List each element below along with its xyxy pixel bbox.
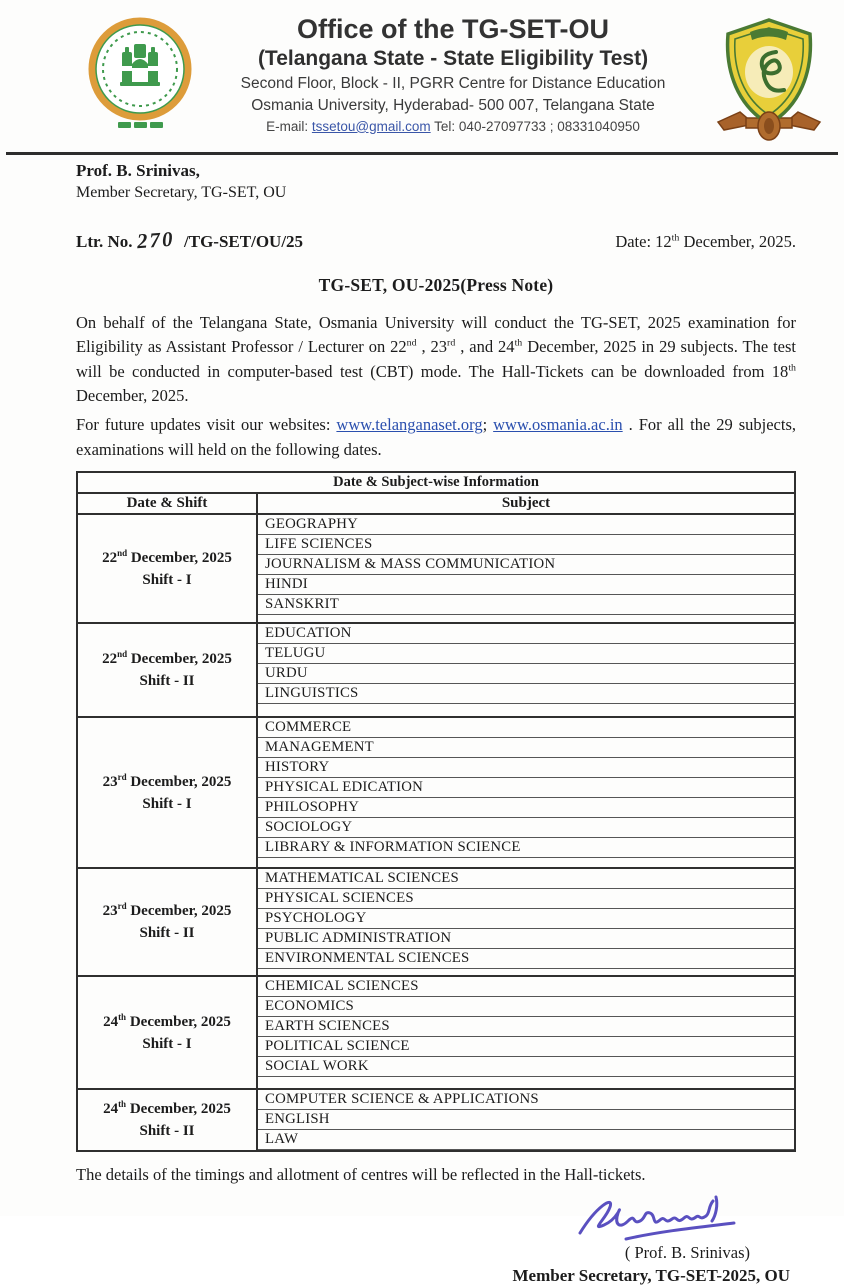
website-link[interactable]: www.telanganaset.org [336,415,483,435]
date-shift-cell [78,1090,258,1150]
subject-cell: MANAGEMENT [258,738,794,758]
subject-cell: PHYSICAL SCIENCES [258,889,794,909]
column-header-subject: Subject [501,495,551,512]
subject-column [258,869,794,975]
subject-cell: MATHEMATICAL SCIENCES [258,869,794,889]
table-group [78,718,794,869]
exam-schedule-table [76,471,796,1152]
subject-cell: TELUGU [258,644,794,664]
body-paragraph-2: For future updates visit our websites: www.telanganaset.org; www.osmania.ac.in . For all the 29 subjects, examinations will held on the following dates. [76,415,796,459]
group-shift: Shift - II [139,673,195,690]
subject-cell: PUBLIC ADMINISTRATION [258,929,794,949]
subject-column [258,1090,794,1150]
subject-cell: URDU [258,664,794,684]
subject-column-filler [258,1077,794,1088]
signature-block [76,1187,796,1286]
subject-column [258,624,794,716]
reference-label: Ltr. No. [76,231,133,251]
column-header-date-shift: Date & Shift [78,494,258,513]
phone-numbers: Tel: 040-27097733 ; 08331040950 [430,118,640,134]
date-shift-cell [78,515,258,622]
subject-cell: LAW [258,1130,794,1150]
subject-column [258,718,794,867]
officer-name: Prof. B. Srinivas, [76,161,200,180]
subject-cell: POLITICAL SCIENCE [258,1037,794,1057]
subject-cell: LINGUISTICS [258,684,794,704]
letterhead [0,0,844,149]
table-group [78,624,794,718]
subject-column-filler [258,615,794,622]
subject-cell: CHEMICAL SCIENCES [258,977,794,997]
group-date: 24th December, 2025 [103,1099,231,1118]
address-line-1: Second Floor, Block - II, PGRR Centre for Distance Education [240,75,666,93]
subject-cell: PHILOSOPHY [258,798,794,818]
letterhead-text [202,14,704,134]
subject-column [258,515,794,622]
group-date: 23rd December, 2025 [102,771,232,790]
subject-cell: ENVIRONMENTAL SCIENCES [258,949,794,969]
email-link[interactable]: tssetou@gmail.com [311,118,431,134]
subject-cell: ENGLISH [258,1110,794,1130]
group-shift: Shift - I [142,1035,192,1052]
reference-suffix: /TG-SET/OU/25 [184,231,304,251]
group-shift: Shift - I [142,571,192,588]
group-date: 24th December, 2025 [103,1011,231,1030]
subject-cell: ECONOMICS [258,997,794,1017]
date-shift-cell [78,718,258,867]
reference-number [76,228,303,253]
osmania-university-crest-logo [710,14,828,147]
date-shift-cell [78,869,258,975]
group-shift: Shift - II [139,925,195,942]
reference-line [76,228,796,253]
subject-cell: LIBRARY & INFORMATION SCIENCE [258,838,794,858]
date-rest: December, 2025. [679,231,796,251]
date-day: 12 [655,231,672,251]
date-shift-cell [78,977,258,1088]
subject-cell: COMPUTER SCIENCE & APPLICATIONS [258,1090,794,1110]
group-date: 22nd December, 2025 [102,547,232,566]
subject-cell: LIFE SCIENCES [258,535,794,555]
subject-column-filler [258,969,794,975]
officer-designation: Member Secretary, TG-SET, OU [76,184,287,202]
subject-column-filler [258,858,794,867]
date-shift-cell [78,624,258,716]
date-line [615,232,796,252]
subject-cell: SOCIOLOGY [258,818,794,838]
table-group [78,515,794,624]
address-line-2: Osmania University, Hyderabad- 500 007, Telangana State [251,97,655,115]
office-title: Office of the TG-SET-OU [296,14,609,44]
press-note-title: TG-SET, OU-2025(Press Note) [318,274,554,295]
office-subtitle: (Telangana State - State Eligibility Test) [257,47,649,71]
subject-cell: JOURNALISM & MASS COMMUNICATION [258,555,794,575]
subject-cell: EDUCATION [258,624,794,644]
subject-cell: GEOGRAPHY [258,515,794,535]
date-ordinal: th [671,232,680,244]
email-label: E-mail: [266,118,312,134]
table-caption: Date & Subject-wise Information [78,473,794,494]
contact-line [202,119,704,134]
group-shift: Shift - I [142,795,192,812]
reference-number-handwritten: 270 [135,226,175,253]
subject-column [258,977,794,1088]
letter-body [0,155,844,1286]
group-date: 23rd December, 2025 [102,901,232,920]
group-shift: Shift - II [139,1123,195,1140]
subject-cell: HINDI [258,575,794,595]
subject-column-filler [258,704,794,716]
group-date: 22nd December, 2025 [102,649,232,668]
table-header-row [78,494,794,515]
subject-cell: PSYCHOLOGY [258,909,794,929]
telangana-government-emblem-logo [84,14,196,141]
website-link[interactable]: www.osmania.ac.in [493,415,623,435]
table-group [78,977,794,1090]
subject-cell: SOCIAL WORK [258,1057,794,1077]
footer-note: The details of the timings and allotment of centres will be reflected in the Hall-tickets. [76,1165,646,1185]
date-label: Date: [615,231,656,251]
subject-cell: SANSKRIT [258,595,794,615]
subject-cell: EARTH SCIENCES [258,1017,794,1037]
signatory-designation: Member Secretary, TG-SET-2025, OU [512,1266,790,1286]
table-group [78,869,794,977]
body-paragraph-1: On behalf of the Telangana State, Osmania University will conduct the TG-SET, 2025 examination for Eligibility as Assistant Professor / Lecturer on 22nd , 23rd , and 24th December, 2025 in 29 subjects. The test will be conducted in computer-based test (CBT) mode. The Hall-Tickets can be downloaded from 18th December, 2025. [76,312,796,405]
signature-image [566,1187,756,1249]
subject-cell: PHYSICAL EDICATION [258,778,794,798]
subject-cell: COMMERCE [258,718,794,738]
subject-cell: HISTORY [258,758,794,778]
signatory-name: ( Prof. B. Srinivas) [624,1243,750,1263]
table-group [78,1090,794,1150]
